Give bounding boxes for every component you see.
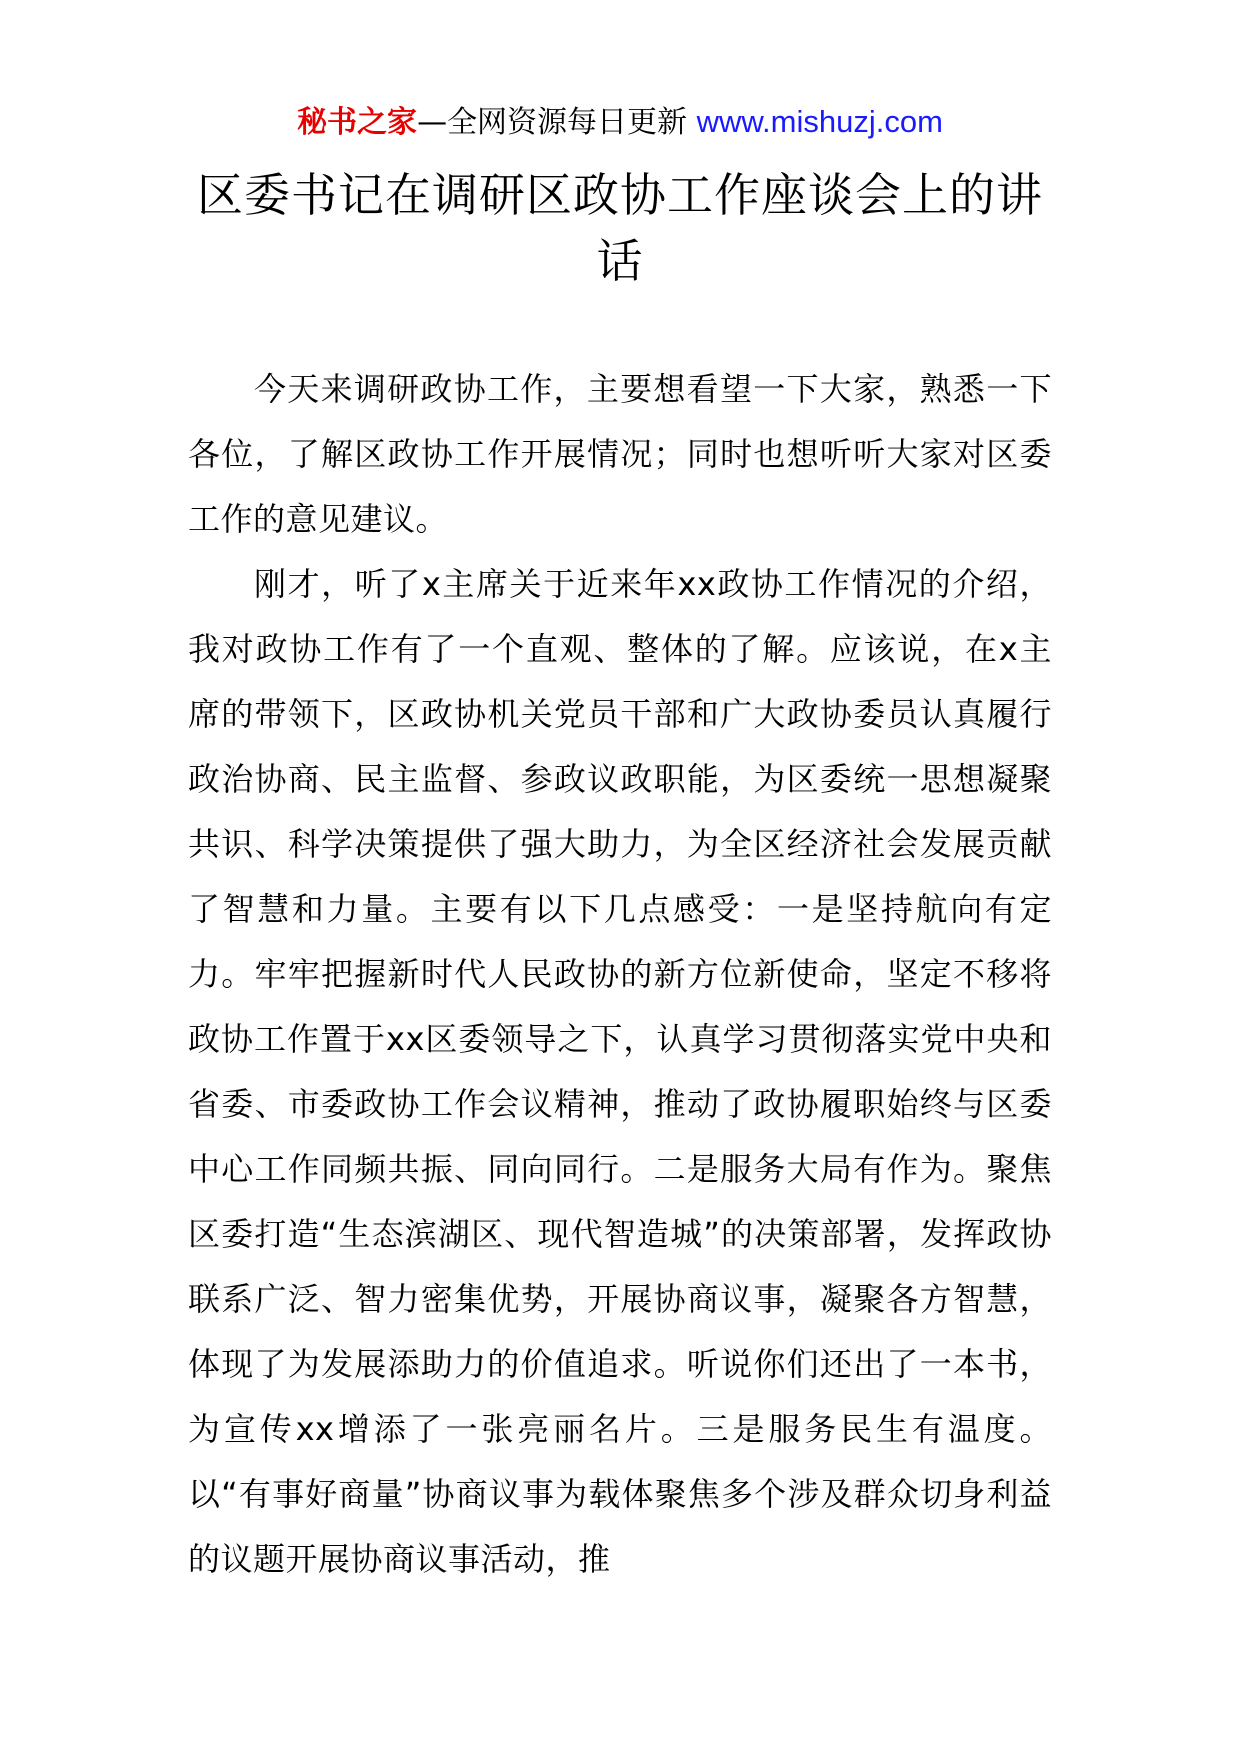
document-title: 区委书记在调研区政协工作座谈会上的讲话 bbox=[197, 168, 1043, 288]
paragraph-2: 刚才，听了x主席关于近来年xx政协工作情况的介绍，我对政协工作有了一个直观、整体的了解。应该说，在x主席的带领下，区政协机关党员干部和广大政协委员认真履行政治协商、民主监督、参政议政职能，为区委统一思想凝聚共识、科学决策提供了强大助力，为全区经济社会发展贡献了智慧和力量。主要有以下几点感受：一是坚持航向有定力。牢牢把握新时代人民政协的新方位新使命，坚定不移将政协工作置于xx区委领导之下，认真学习贯彻落实党中央和省委、市委政协工作会议精神，推动了政协履职始终与区委中心工作同频共振、同向同行。二是服务大局有作为。聚焦区委打造“生态滨湖区、现代智造城”的决策部署，发挥政协联系广泛、智力密集优势，开展协商议事，凝聚各方智慧，体现了为发展添助力的价值追求。听说你们还出了一本书，为宣传xx增添了一张亮丽名片。三是服务民生有温度。以“有事好商量”协商议事为载体聚焦多个涉及群众切身利益的议题开展协商议事活动，推 bbox=[188, 565, 1052, 1578]
document-body bbox=[188, 357, 1052, 1592]
paragraph-1: 今天来调研政协工作，主要想看望一下大家，熟悉一下各位，了解区政协工作开展情况；同时也想听听大家对区委工作的意见建议。 bbox=[188, 370, 1052, 538]
site-header bbox=[0, 100, 1240, 145]
brand-name: 秘书之家 bbox=[297, 105, 418, 140]
site-url-link[interactable]: www.mishuzj.com bbox=[696, 104, 943, 139]
header-tagline: —全网资源每日更新 bbox=[417, 105, 688, 140]
